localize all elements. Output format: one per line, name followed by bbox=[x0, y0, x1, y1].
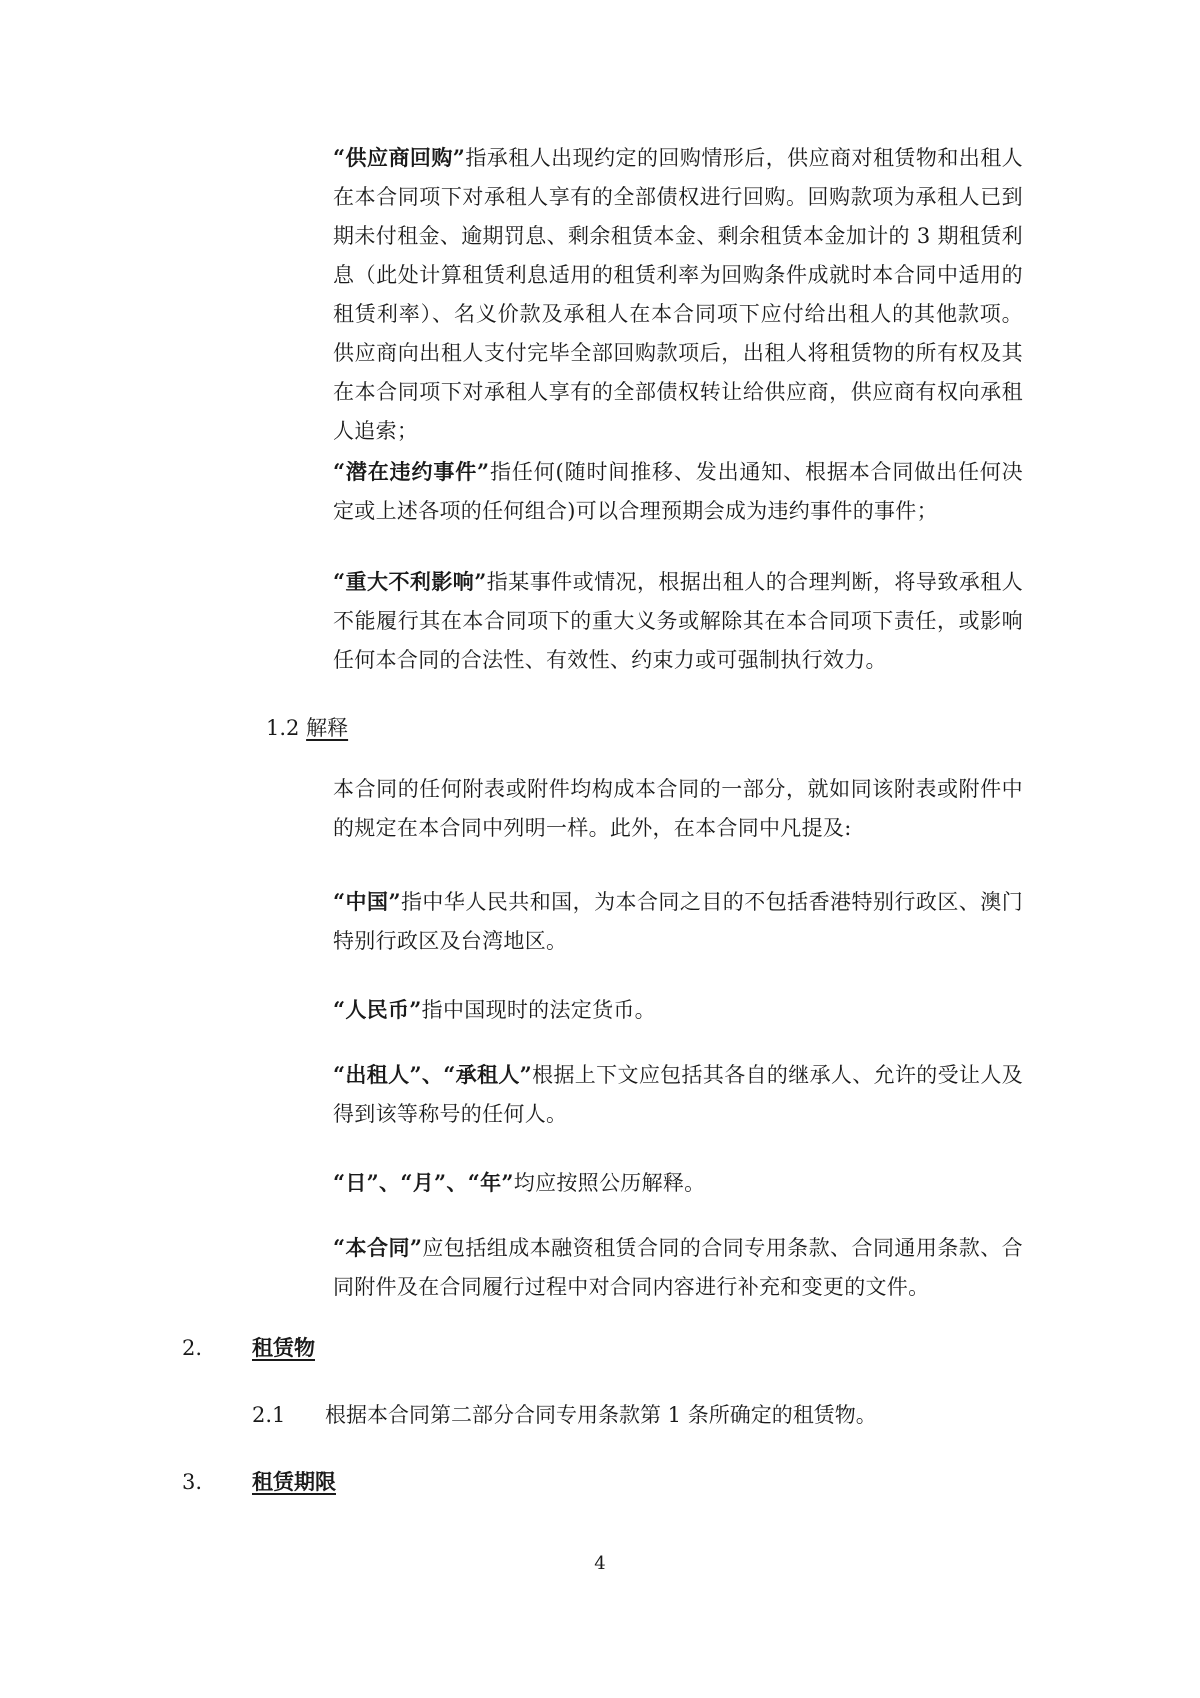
definition-text: 均应按照公历解释。 bbox=[513, 1171, 706, 1195]
definition-china bbox=[333, 882, 1023, 961]
section-title: 解释 bbox=[306, 716, 349, 740]
definition-text: 指某事件或情况，根据出租人的合理判断，将导致承租人不能履行其在本合同项下的重大义务或解除其在本合同项下责任，或影响任何本合同的合法性、有效性、约束力或可强制执行效力。 bbox=[333, 570, 1023, 672]
definition-potential-default bbox=[333, 452, 1023, 531]
definition-term: “中国” bbox=[333, 889, 401, 914]
page-number: 4 bbox=[594, 1553, 606, 1574]
definition-term: “本合同” bbox=[333, 1235, 423, 1260]
definition-term: “潜在违约事件” bbox=[333, 459, 490, 484]
definition-text: 指中国现时的法定货币。 bbox=[421, 998, 656, 1022]
definition-text: 根据上下文应包括其各自的继承人、允许的受让人及得到该等称号的任何人。 bbox=[333, 1063, 1023, 1126]
definition-text: 应包括组成本融资租赁合同的合同专用条款、合同通用条款、合同附件及在合同履行过程中对合同内容进行补充和变更的文件。 bbox=[333, 1236, 1023, 1299]
section-3-title: 租赁期限 bbox=[252, 1469, 336, 1494]
section-3-number: 3. bbox=[182, 1470, 203, 1494]
section-2-1-number: 2.1 bbox=[252, 1403, 286, 1427]
section-2-number: 2. bbox=[182, 1336, 203, 1360]
definition-term: “供应商回购” bbox=[333, 145, 466, 170]
section-2-1-text: 根据本合同第二部分合同专用条款第 1 条所确定的租赁物。 bbox=[325, 1403, 877, 1427]
section-2-title: 租赁物 bbox=[252, 1335, 315, 1360]
definition-term: “出租人”、“承租人” bbox=[333, 1062, 533, 1087]
definition-term: “重大不利影响” bbox=[333, 569, 487, 594]
definition-this-contract bbox=[333, 1228, 1023, 1307]
definition-text: 指中华人民共和国，为本合同之目的不包括香港特别行政区、澳门特别行政区及台湾地区。 bbox=[333, 890, 1023, 953]
definition-text: 指承租人出现约定的回购情形后，供应商对租赁物和出租人在本合同项下对承租人享有的全部债权进行回购。回购款项为承租人已到期未付租金、逾期罚息、剩余租赁本金、剩余租赁本金加计的 3 期租赁利息（此处计算租赁利息适用的租赁利率为回购条件成就时本合同中适用的租赁利率）、名义价款及承租人在本合同项下应付给出租人的其他款项。供应商向出租人支付完毕全部回购款项后，出租人将租赁物的所有权及其在本合同项下对承租人享有的全部债权转让给供应商，供应商有权向承租人追索； bbox=[333, 146, 1023, 443]
section-1-2-heading bbox=[266, 713, 348, 743]
section-number: 1.2 bbox=[266, 716, 300, 740]
section-1-2-intro bbox=[333, 770, 1023, 848]
definition-term: “日”、“月”、“年” bbox=[333, 1170, 514, 1195]
definition-text: 指任何(随时间推移、发出通知、根据本合同做出任何决定或上述各项的任何组合)可以合理预期会成为违约事件的事件； bbox=[333, 460, 1023, 523]
definition-term: “人民币” bbox=[333, 997, 422, 1022]
intro-text: 本合同的任何附表或附件均构成本合同的一部分，就如同该附表或附件中的规定在本合同中列明一样。此外，在本合同中凡提及: bbox=[333, 777, 1023, 840]
definition-day-month-year bbox=[333, 1163, 1023, 1203]
definition-material-adverse-effect bbox=[333, 562, 1023, 680]
definition-lessor-lessee bbox=[333, 1055, 1023, 1134]
definition-rmb bbox=[333, 990, 1023, 1030]
definition-supplier-buyback bbox=[333, 138, 1023, 451]
